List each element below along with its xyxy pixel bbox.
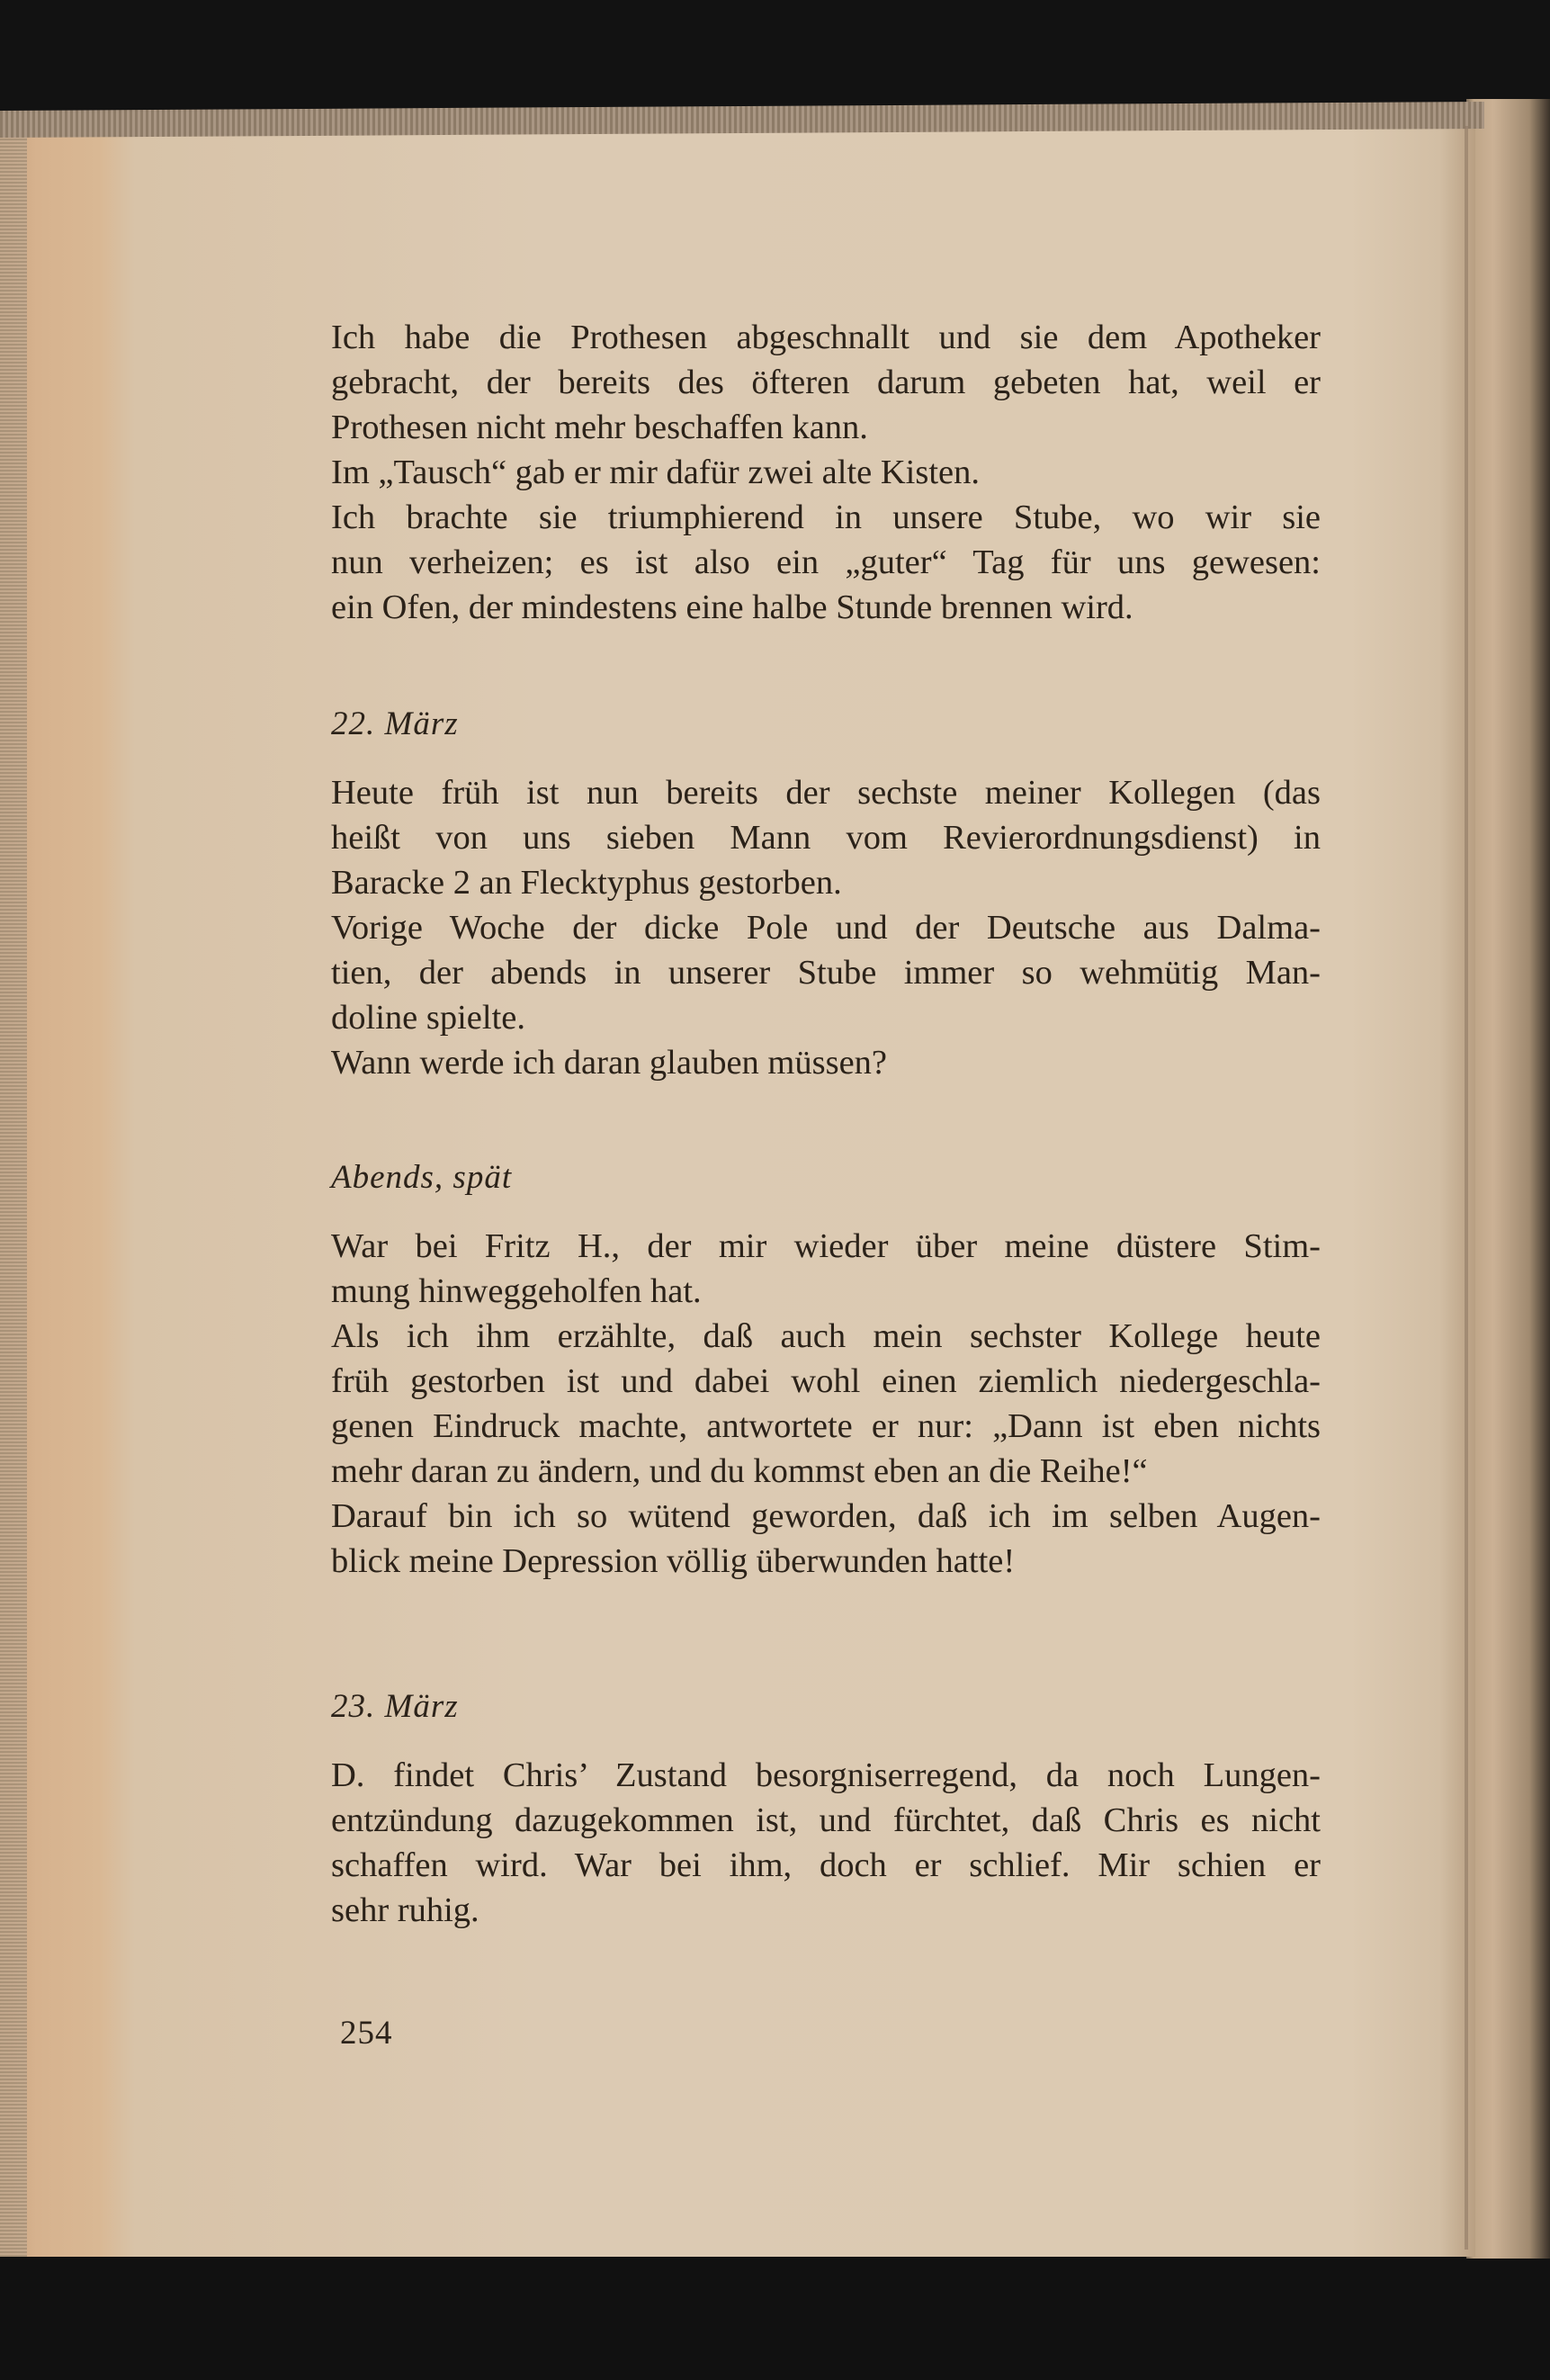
text-line: sehr ruhig.: [331, 1891, 479, 1929]
text-line: Prothesen nicht mehr beschaffen kann.: [331, 409, 868, 446]
text-line: Baracke 2 an Flecktyphus gestorben.: [331, 864, 842, 902]
entry-date-heading: 22. März: [331, 705, 459, 742]
spacer: [331, 1729, 1321, 1753]
text-line: Wann werde ich daran glauben müssen?: [331, 1044, 888, 1082]
text-line: Heute früh ist nun bereits der sechste meiner Kollegen (das: [331, 774, 1321, 812]
entry-time-heading: Abends, spät: [331, 1159, 513, 1196]
text-line: doline spielte.: [331, 999, 525, 1037]
paragraph: [331, 1040, 1321, 1085]
text-line: ein Ofen, der mindestens eine halbe Stunde brennen wird.: [331, 588, 1133, 626]
text-line: Ich habe die Prothesen abgeschnallt und sie dem Apotheker: [331, 319, 1321, 356]
text-line: Darauf bin ich so wütend geworden, daß ich im selben Augen-: [331, 1497, 1321, 1535]
text-line: früh gestorben ist und dabei wohl einen ziemlich niedergeschla-: [331, 1362, 1321, 1400]
spacer: [331, 1085, 1321, 1155]
text-line: War bei Fritz H., der mir wieder über meine düstere Stim-: [331, 1227, 1321, 1265]
paragraph: [331, 315, 1321, 450]
page-text: [331, 315, 1321, 1933]
dark-backdrop-bottom: [0, 2250, 1550, 2380]
spacer: [331, 1584, 1321, 1684]
text-line: mehr daran zu ändern, und du kommst eben an die Reihe!“: [331, 1452, 1148, 1490]
spacer: [331, 630, 1321, 702]
book-right-page-edge: [1466, 99, 1550, 2259]
paragraph: [331, 770, 1321, 905]
text-line: D. findet Chris’ Zustand besorgniserregend, da noch Lungen-: [331, 1756, 1321, 1794]
paragraph: [331, 450, 1321, 495]
text-line: genen Eindruck machte, antwortete er nur: „Dann ist eben nichts: [331, 1407, 1321, 1445]
paragraph: [331, 495, 1321, 630]
text-line: entzündung dazugekommen ist, und fürchtet, daß Chris es nicht: [331, 1801, 1321, 1839]
text-line: nun verheizen; es ist also ein „guter“ Tag für uns gewesen:: [331, 543, 1321, 581]
paragraph: [331, 905, 1321, 1040]
text-line: heißt von uns sieben Mann vom Revierordnungsdienst) in: [331, 819, 1321, 857]
text-line: tien, der abends in unserer Stube immer so wehmütig Man-: [331, 954, 1321, 992]
text-line: Vorige Woche der dicke Pole und der Deutsche aus Dalma-: [331, 909, 1321, 947]
entry-date-heading: 23. März: [331, 1688, 459, 1725]
book-gutter: [1465, 126, 1468, 2250]
paragraph: [331, 1494, 1321, 1584]
text-line: mung hinweggeholfen hat.: [331, 1272, 702, 1310]
text-line: gebracht, der bereits des öfteren darum gebeten hat, weil er: [331, 364, 1321, 401]
text-line: Im „Tausch“ gab er mir dafür zwei alte Kisten.: [331, 454, 981, 491]
page-number: 254: [340, 2015, 393, 2052]
book-left-page-edges: [0, 124, 27, 2257]
text-line: Ich brachte sie triumphierend in unsere Stube, wo wir sie: [331, 498, 1321, 536]
paragraph: [331, 1753, 1321, 1933]
paragraph: [331, 1314, 1321, 1494]
spacer: [331, 747, 1321, 770]
text-line: blick meine Depression völlig überwunden hatte!: [331, 1542, 1016, 1580]
text-line: schaffen wird. War bei ihm, doch er schlief. Mir schien er: [331, 1846, 1321, 1884]
text-line: Als ich ihm erzählte, daß auch mein sechster Kollege heute: [331, 1317, 1321, 1355]
paragraph: [331, 1224, 1321, 1314]
spacer: [331, 1200, 1321, 1224]
dark-backdrop-top: [0, 0, 1550, 115]
